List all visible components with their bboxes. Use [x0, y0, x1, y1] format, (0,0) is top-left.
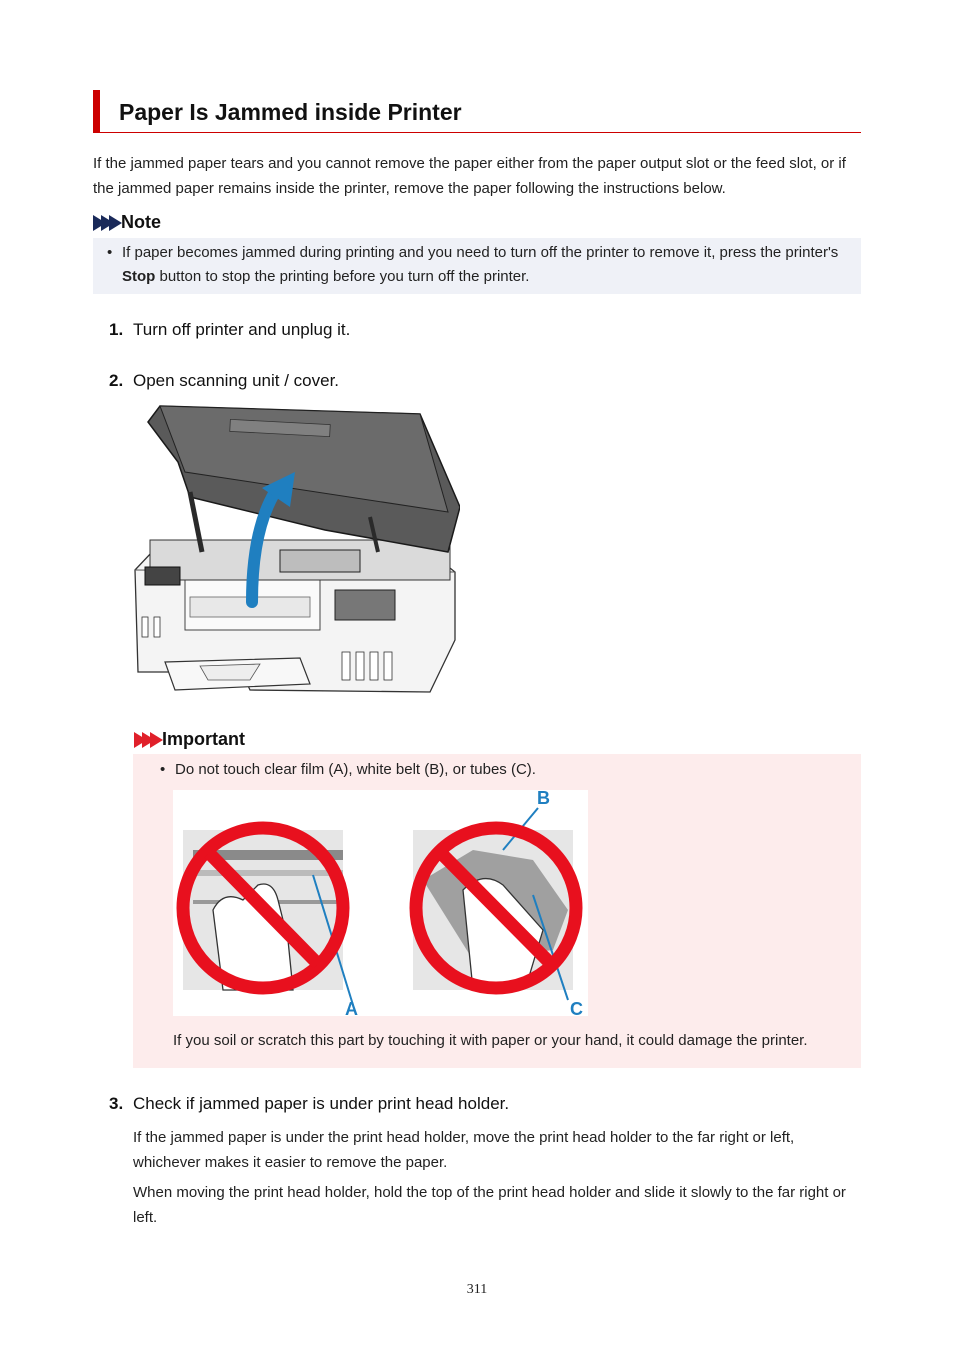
step-2-text: Open scanning unit / cover. — [133, 371, 340, 390]
intro-paragraph: If the jammed paper tears and you cannot remove the paper either from the paper output slot or the feed slot, or if the jammed paper remains inside the printer, remove the paper following the instructions below. — [93, 155, 846, 197]
note-bullet: • — [107, 244, 113, 261]
stop-button-name: Stop — [122, 268, 156, 285]
step-2-number: 2. — [109, 371, 124, 390]
important-chevron-icon — [134, 732, 158, 748]
note-heading — [93, 212, 161, 233]
label-a: A — [345, 999, 358, 1016]
do-not-touch-illustration — [173, 790, 588, 1016]
step-1 — [109, 320, 350, 340]
step-3-text: Check if jammed paper is under print head holder. — [133, 1094, 510, 1113]
page-number: 311 — [466, 1282, 488, 1297]
note-chevron-icon — [93, 215, 117, 231]
label-c: C — [570, 999, 583, 1016]
note-heading-label: Note — [121, 212, 161, 232]
page-title: Paper Is Jammed inside Printer — [119, 99, 462, 125]
step-3-paragraph-1: If the jammed paper is under the print head holder, move the print head holder to the far right or left, whichever makes it easier to remove the paper. — [133, 1129, 795, 1171]
note-text-part2: button to stop the printing before you turn off the printer. — [155, 268, 530, 285]
important-text-content: Do not touch clear film (A), white belt (B), or tubes (C). — [175, 761, 536, 778]
important-bullet: • — [160, 761, 166, 778]
important-heading — [134, 729, 245, 750]
title-accent-bar — [93, 90, 100, 133]
printer-open-cover-illustration — [130, 402, 460, 702]
step-2 — [109, 371, 339, 391]
important-text — [160, 758, 840, 782]
step-3-paragraph-2: When moving the print head holder, hold the top of the print head holder and slide it slowly to the far right or left. — [133, 1184, 846, 1226]
step-1-text: Turn off printer and unplug it. — [133, 320, 351, 339]
label-b: B — [537, 790, 550, 808]
important-footer-text: If you soil or scratch this part by touching it with paper or your hand, it could damage the printer. — [173, 1032, 808, 1049]
note-text-part1: If paper becomes jammed during printing and you need to turn off the printer to remove it, press the printer's — [122, 244, 839, 261]
important-heading-label: Important — [162, 729, 245, 749]
note-text — [107, 241, 847, 289]
step-1-number: 1. — [109, 320, 124, 339]
left-prohibited-scene — [183, 828, 358, 1016]
step-3 — [109, 1094, 509, 1114]
title-underline — [93, 132, 861, 133]
right-prohibited-scene — [413, 790, 583, 1016]
step-3-number: 3. — [109, 1094, 124, 1113]
